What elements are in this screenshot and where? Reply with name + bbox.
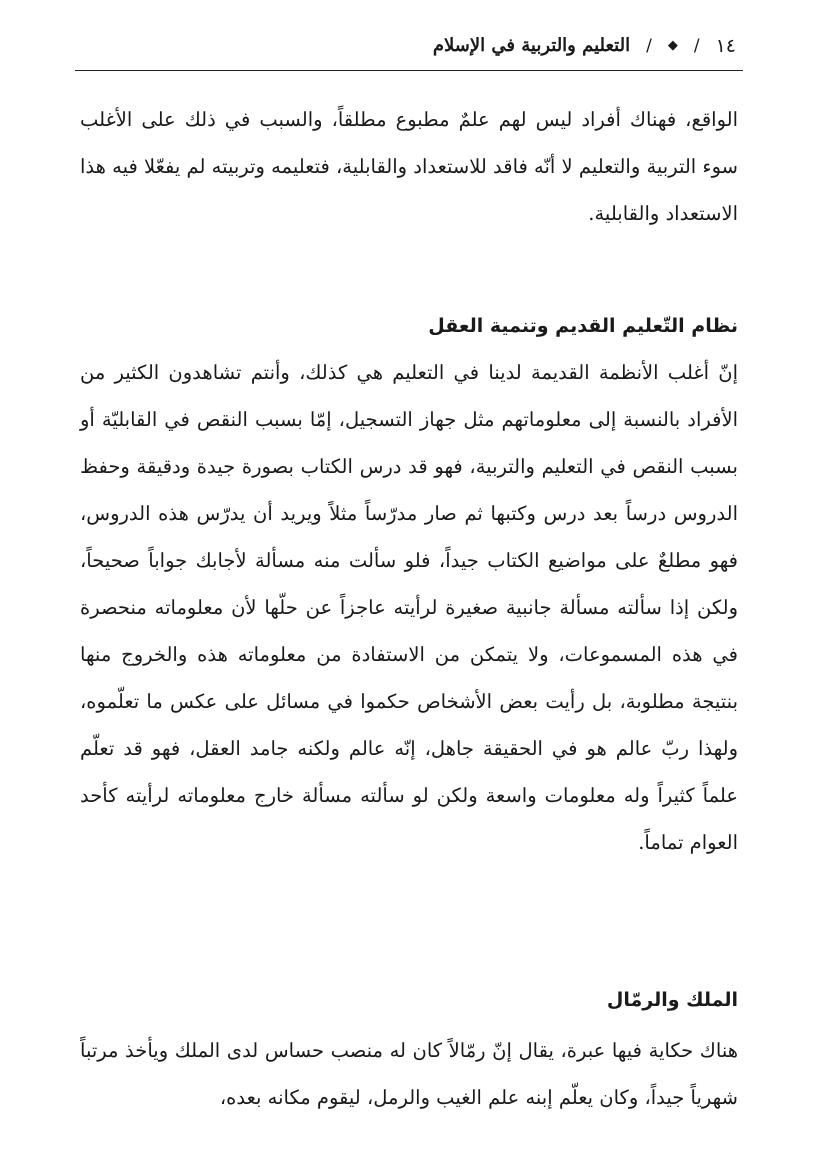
- running-header: [82, 30, 736, 62]
- paragraph-intro-block: [80, 96, 738, 237]
- section-heading-king-and-geomancer-block: [80, 980, 738, 1020]
- header-rule: [75, 70, 743, 71]
- diamond-ornament-icon: ◆: [667, 38, 678, 53]
- section-heading-king-and-geomancer: الملك والرمّال: [606, 989, 738, 1011]
- header-separator: /: [693, 36, 700, 56]
- section-heading-old-education: نظام التّعليم القديم وتنمية العقل: [428, 315, 738, 337]
- header-separator: /: [646, 36, 652, 56]
- section-heading-old-education-block: [80, 306, 738, 346]
- paragraph-king-story: هناك حكاية فيها عبرة، يقال إنّ رمّالاً كان له منصب حساس لدى الملك ويأخذ مرتباً شهرياً جيداً، وكان يعلّم إبنه علم الغيب والرمل، ليقوم مكانه بعده،: [80, 1039, 738, 1109]
- paragraph-old-education: إنّ أغلب الأنظمة القديمة لدينا في التعليم هي كذلك، وأنتم تشاهدون الكثير من الأفراد بالنسبة إلى معلوماتهم مثل جهاز التسجيل، إمّا بسبب النقص في القابليّة أو بسبب النقص في التعليم والتربية، فهو قد درس الكتاب بصورة جيدة ودقيقة وحفظ الدروس درساً بعد درس وكتبها ثم صار مدرّساً مثلاً ويريد أن يدرّس هذه الدروس، فهو مطلعٌ على مواضيع الكتاب جيداً، فلو سألت منه مسألة لأجابك جواباً صحيحاً، ولكن إذا سألته مسألة جانبية صغيرة لرأيته عاجزاً عن حلّها لأن معلوماته منحصرة في هذه المسموعات، ولا يتمكن من الاستفادة من معلوماته هذه والخروج منها بنتيجة مطلوبة، بل رأيت بعض الأشخاص حكموا في مسائل على عكس ما تعلّموه، ولهذا ربّ عالم هو في الحقيقة جاهل، إنّه عالم ولكنه جامد العقل، فهو قد تعلّم علماً كثيراً وله معلومات واسعة ولكن لو سألته مسألة خارج معلوماته لرأيته كأحد العوام تماماً.: [80, 361, 738, 854]
- page-number: ١٤: [715, 35, 736, 57]
- book-title: التعليم والتربية في الإسلام: [432, 35, 631, 56]
- paragraph-intro: الواقع، فهناك أفراد ليس لهم علمٌ مطبوع مطلقاً، والسبب في ذلك على الأغلب سوء التربية والتعليم لا أنّه فاقد للاستعداد والقابلية، فتعليمه وتربيته لم يفعّلا فيه هذا الاستعداد والقابلية.: [80, 108, 738, 225]
- paragraph-old-education-block: [80, 349, 738, 866]
- paragraph-king-story-block: [80, 1027, 738, 1121]
